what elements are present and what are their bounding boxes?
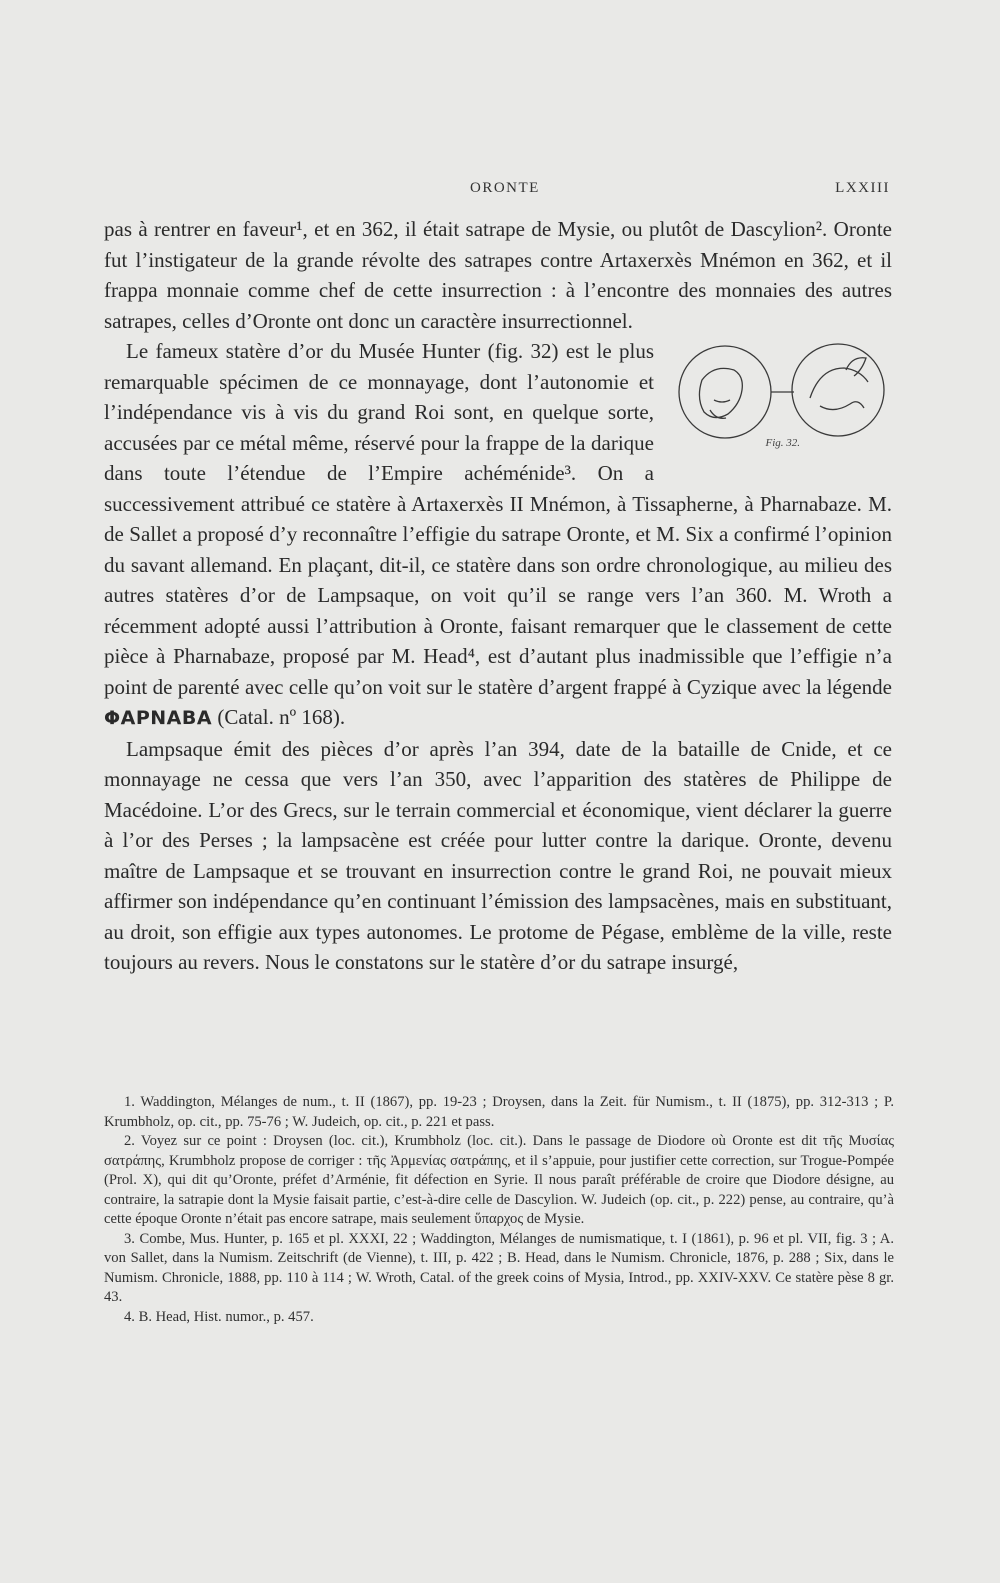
running-head bbox=[100, 180, 890, 204]
footnote-4: 4. B. Head, Hist. numor., p. 457. bbox=[124, 1308, 314, 1325]
main-text bbox=[104, 214, 892, 978]
footnote-3: 3. Combe, Mus. Hunter, p. 165 et pl. XXXI, 22 ; Waddington, Mélanges de numismatique, t. I (1861), p. 96 et pl. VII, fig. 3 ; A. von Sallet, dans la Numism. Zeitschrift (de Vienne), t. III, p. 422 ; B. Head, dans le Numism. Chronicle, 1876, p. 288 ; Six, dans le Numism. Chronicle, 1888, pp. 110 à 114 ; W. Wroth, Catal. of the greek coins of Mysia, Introd., pp. XXIV-XXV. Ce statère pèse 8 gr. 43. bbox=[104, 1230, 894, 1305]
paragraph-3: Lampsaque émit des pièces d’or après l’an 394, date de la bataille de Cnide, et ce monnayage ne cessa que vers l’an 350, avec l’apparition des statères de Philippe de Macédoine. L’or des Grecs, sur le terrain commercial et économique, vient déclarer la guerre à l’or des Perses ; la lampsacène est créée pour lutter contre la darique. Oronte, devenu maître de Lampsaque et se trouvant en insurrection contre le grand Roi, ne pouvait mieux affirmer son indépendance qu’en continuant l’émission des lampsacènes, mais en substituant, au droit, son effigie aux types autonomes. Le protome de Pégase, emblème de la ville, reste toujours au revers. Nous le constatons sur le statère d’or du satrape insurgé, bbox=[104, 736, 892, 974]
footnote-1: 1. Waddington, Mélanges de num., t. II (1867), pp. 19-23 ; Droysen, dans la Zeit. für Numism., t. II (1875), pp. 312-313 ; P. Krumbholz, op. cit., pp. 75-76 ; W. Judeich, op. cit., p. 221 et pass. bbox=[104, 1094, 894, 1130]
coin-obverse bbox=[679, 346, 771, 438]
paragraph-2-text: Le fameux statère d’or du Musée Hunter (fig. 32) est le plus remarquable spécimen de ce monnayage, dont l’autonomie et l’indépendance vis à vis du grand Roi sont, en quelque sorte, accusées par ce métal même, réservé pour la frappe de la darique dans toute l’étendue de l’Empire achéménide³. On a successivement attribué ce statère à Artaxerxès II Mnémon, à Tissapherne, à Pharnabaze. M. de Sallet a proposé d’y reconnaître l’effigie du satrape Oronte, et M. Six a confirmé l’opinion du savant allemand. En plaçant, dit-il, ce statère dans son ordre chronologique, au milieu des autres statères d’or de Lampsaque, on voit qu’il se range vers l’an 360. M. Wroth a récemment adopté aussi l’attribution à Oronte, faisant remarquer que le classement de cette pièce à Pharnabaze, proposé par M. Head⁴, est d’autant plus inadmissible que l’effigie n’a point de parenté avec celle qu’on voit sur le statère d’argent frappé à Cyzique avec la légende bbox=[104, 339, 892, 699]
paragraph-2-end: (Catal. nº 168). bbox=[217, 705, 346, 729]
satrap-head bbox=[699, 368, 742, 417]
pegasus-protome bbox=[810, 358, 868, 410]
figure-caption: Fig. 32. bbox=[765, 436, 800, 449]
paragraph-1: pas à rentrer en faveur¹, et en 362, il était satrape de Mysie, ou plutôt de Dascylion². Oronte fut l’instigateur de la grande révolte des satrapes contre Artaxerxès Mnémon en 362, et il frappa monnaie comme chef de cette insurrection : à l’encontre des monnaies des autres satrapes, celles d’Oronte ont donc un caractère insurrectionnel. bbox=[104, 217, 892, 333]
running-title: ORONTE bbox=[470, 180, 540, 196]
coin-reverse bbox=[792, 344, 884, 436]
coin-legend: ΦΑΡΝΑΒΑ bbox=[104, 707, 213, 729]
footnote-2: 2. Voyez sur ce point : Droysen (loc. cit.), Krumbholz (loc. cit.). Dans le passage de Diodore où Oronte est dit τῆς Μυσίας σατράπης, Krumbholz propose de corriger : τῆς Ἀρμενίας σατράπης, et il s’appuie, pour justifier cette correction, sur Trogue-Pompée (Prol. X), qui dit qu’Oronte, préfet d’Arménie, fit défection en Syrie. Il nous paraît préférable de croire que Diodore désigne, au contraire, la satrapie dont la Mysie faisait partie, c’est-à-dire celle de Dascylion. W. Judeich (op. cit., p. 222) pense, au contraire, qu’à cette époque Oronte n’était pas encore satrape, mais seulement ὕπαρχος de Mysie. bbox=[104, 1133, 894, 1227]
coin-figure bbox=[670, 340, 892, 458]
footnotes bbox=[104, 1093, 894, 1327]
page-number: LXXIII bbox=[835, 180, 890, 196]
